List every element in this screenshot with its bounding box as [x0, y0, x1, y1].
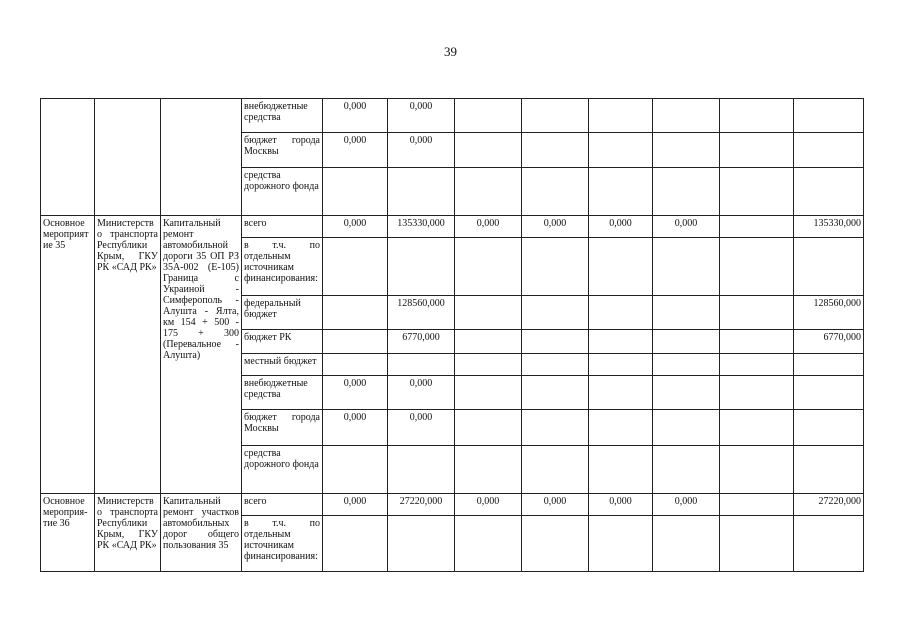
amount-cell [323, 238, 388, 296]
amount-cell [653, 516, 720, 572]
amount-cell [323, 330, 388, 354]
financing-source-cell: бюджет РК [242, 330, 323, 354]
amount-cell [794, 354, 864, 376]
amount-cell [589, 376, 653, 410]
amount-cell [388, 168, 455, 216]
amount-cell [589, 410, 653, 446]
amount-cell [522, 238, 589, 296]
amount-cell [720, 446, 794, 494]
amount-cell: 0,000 [388, 99, 455, 133]
amount-cell: 27220,000 [388, 494, 455, 516]
amount-cell [455, 516, 522, 572]
financing-source-cell: средства дорожного фонда [242, 168, 323, 216]
table-row [41, 216, 864, 238]
amount-cell [720, 168, 794, 216]
amount-cell [522, 168, 589, 216]
amount-cell [794, 133, 864, 168]
executor-name: Министерство транспорта Республики Крым, ГКУ РК «САД РК» [95, 494, 161, 572]
amount-cell [455, 238, 522, 296]
financing-table-body [41, 99, 864, 572]
financing-source-cell: местный бюджет [242, 354, 323, 376]
amount-cell [589, 133, 653, 168]
executor-cell [95, 99, 161, 216]
amount-cell [720, 354, 794, 376]
amount-cell: 0,000 [388, 410, 455, 446]
amount-cell [720, 376, 794, 410]
amount-cell [323, 168, 388, 216]
financing-source-cell: в т.ч. по отдельным источникам финансирования: [242, 238, 323, 296]
amount-cell [455, 168, 522, 216]
amount-cell [589, 330, 653, 354]
amount-cell [455, 330, 522, 354]
amount-cell: 0,000 [323, 99, 388, 133]
amount-cell [522, 133, 589, 168]
amount-cell [794, 168, 864, 216]
amount-cell: 0,000 [323, 410, 388, 446]
amount-cell [794, 99, 864, 133]
amount-cell: 0,000 [388, 133, 455, 168]
amount-cell [653, 410, 720, 446]
amount-cell [653, 238, 720, 296]
amount-cell [589, 168, 653, 216]
amount-cell: 135330,000 [388, 216, 455, 238]
amount-cell: 0,000 [589, 494, 653, 516]
amount-cell [720, 133, 794, 168]
amount-cell [589, 238, 653, 296]
measure-description: Капитальный ремонт автомобильной дороги 35 ОП РЗ 35А-002 (Е-105) Граница с Украиной - Симферополь - Алушта - Ялта, км 154 + 500 - 175 + 300 (Перевальное - Алушта) [161, 216, 242, 494]
amount-cell: 0,000 [323, 133, 388, 168]
amount-cell [388, 354, 455, 376]
financing-source-cell: внебюджетные средства [242, 376, 323, 410]
amount-cell [323, 354, 388, 376]
amount-cell [653, 376, 720, 410]
amount-cell [455, 446, 522, 494]
amount-cell: 0,000 [455, 494, 522, 516]
amount-cell [720, 99, 794, 133]
description-cell [161, 99, 242, 216]
amount-cell: 128560,000 [388, 296, 455, 330]
amount-cell [653, 133, 720, 168]
amount-cell [720, 238, 794, 296]
amount-cell [455, 410, 522, 446]
amount-cell: 27220,000 [794, 494, 864, 516]
amount-cell [455, 133, 522, 168]
table-row [41, 99, 864, 133]
amount-cell [522, 99, 589, 133]
amount-cell [589, 446, 653, 494]
amount-cell [589, 99, 653, 133]
table-row [41, 494, 864, 516]
amount-cell [388, 446, 455, 494]
amount-cell [720, 330, 794, 354]
amount-cell [323, 446, 388, 494]
amount-cell [388, 238, 455, 296]
financing-source-cell: бюджет города Москвы [242, 133, 323, 168]
amount-cell [794, 238, 864, 296]
amount-cell [455, 354, 522, 376]
financing-table [40, 98, 864, 572]
amount-cell [653, 446, 720, 494]
amount-cell [653, 296, 720, 330]
amount-cell: 0,000 [522, 216, 589, 238]
amount-cell: 0,000 [522, 494, 589, 516]
amount-cell [653, 330, 720, 354]
amount-cell [720, 296, 794, 330]
financing-source-cell: бюджет города Москвы [242, 410, 323, 446]
amount-cell: 0,000 [589, 216, 653, 238]
financing-source-cell: в т.ч. по отдельным источникам финансирования: [242, 516, 323, 572]
executor-name: Министерство транспорта Республики Крым, ГКУ РК «САД РК» [95, 216, 161, 494]
page-number: 39 [444, 44, 457, 59]
measure-cell [41, 99, 95, 216]
amount-cell [522, 354, 589, 376]
amount-cell [589, 516, 653, 572]
amount-cell [794, 410, 864, 446]
amount-cell [522, 296, 589, 330]
amount-cell [323, 296, 388, 330]
amount-cell [522, 330, 589, 354]
amount-cell: 0,000 [388, 376, 455, 410]
amount-cell [653, 168, 720, 216]
amount-cell [522, 516, 589, 572]
financing-source-cell: внебюджетные средства [242, 99, 323, 133]
amount-cell: 6770,000 [388, 330, 455, 354]
amount-cell [589, 296, 653, 330]
amount-cell: 0,000 [323, 376, 388, 410]
amount-cell [720, 516, 794, 572]
amount-cell [720, 494, 794, 516]
amount-cell: 135330,000 [794, 216, 864, 238]
amount-cell [653, 354, 720, 376]
amount-cell [455, 99, 522, 133]
financing-source-cell: всего [242, 216, 323, 238]
amount-cell [455, 296, 522, 330]
amount-cell: 0,000 [653, 494, 720, 516]
measure-name: Основное мероприя- тие 36 [41, 494, 95, 572]
amount-cell [388, 516, 455, 572]
amount-cell: 0,000 [323, 216, 388, 238]
measure-name: Основное мероприятие 35 [41, 216, 95, 494]
amount-cell: 0,000 [455, 216, 522, 238]
amount-cell [794, 446, 864, 494]
measure-description: Капитальный ремонт участков автомобильных дорог общего пользования 35 [161, 494, 242, 572]
amount-cell [794, 376, 864, 410]
financing-source-cell: всего [242, 494, 323, 516]
amount-cell [323, 516, 388, 572]
amount-cell [455, 376, 522, 410]
amount-cell: 6770,000 [794, 330, 864, 354]
amount-cell [720, 216, 794, 238]
amount-cell [522, 410, 589, 446]
amount-cell [589, 354, 653, 376]
amount-cell [653, 99, 720, 133]
financing-source-cell: средства дорожного фонда [242, 446, 323, 494]
amount-cell [522, 446, 589, 494]
amount-cell [720, 410, 794, 446]
financing-source-cell: федеральный бюджет [242, 296, 323, 330]
amount-cell: 0,000 [653, 216, 720, 238]
amount-cell [522, 376, 589, 410]
amount-cell [794, 516, 864, 572]
amount-cell: 0,000 [323, 494, 388, 516]
amount-cell: 128560,000 [794, 296, 864, 330]
